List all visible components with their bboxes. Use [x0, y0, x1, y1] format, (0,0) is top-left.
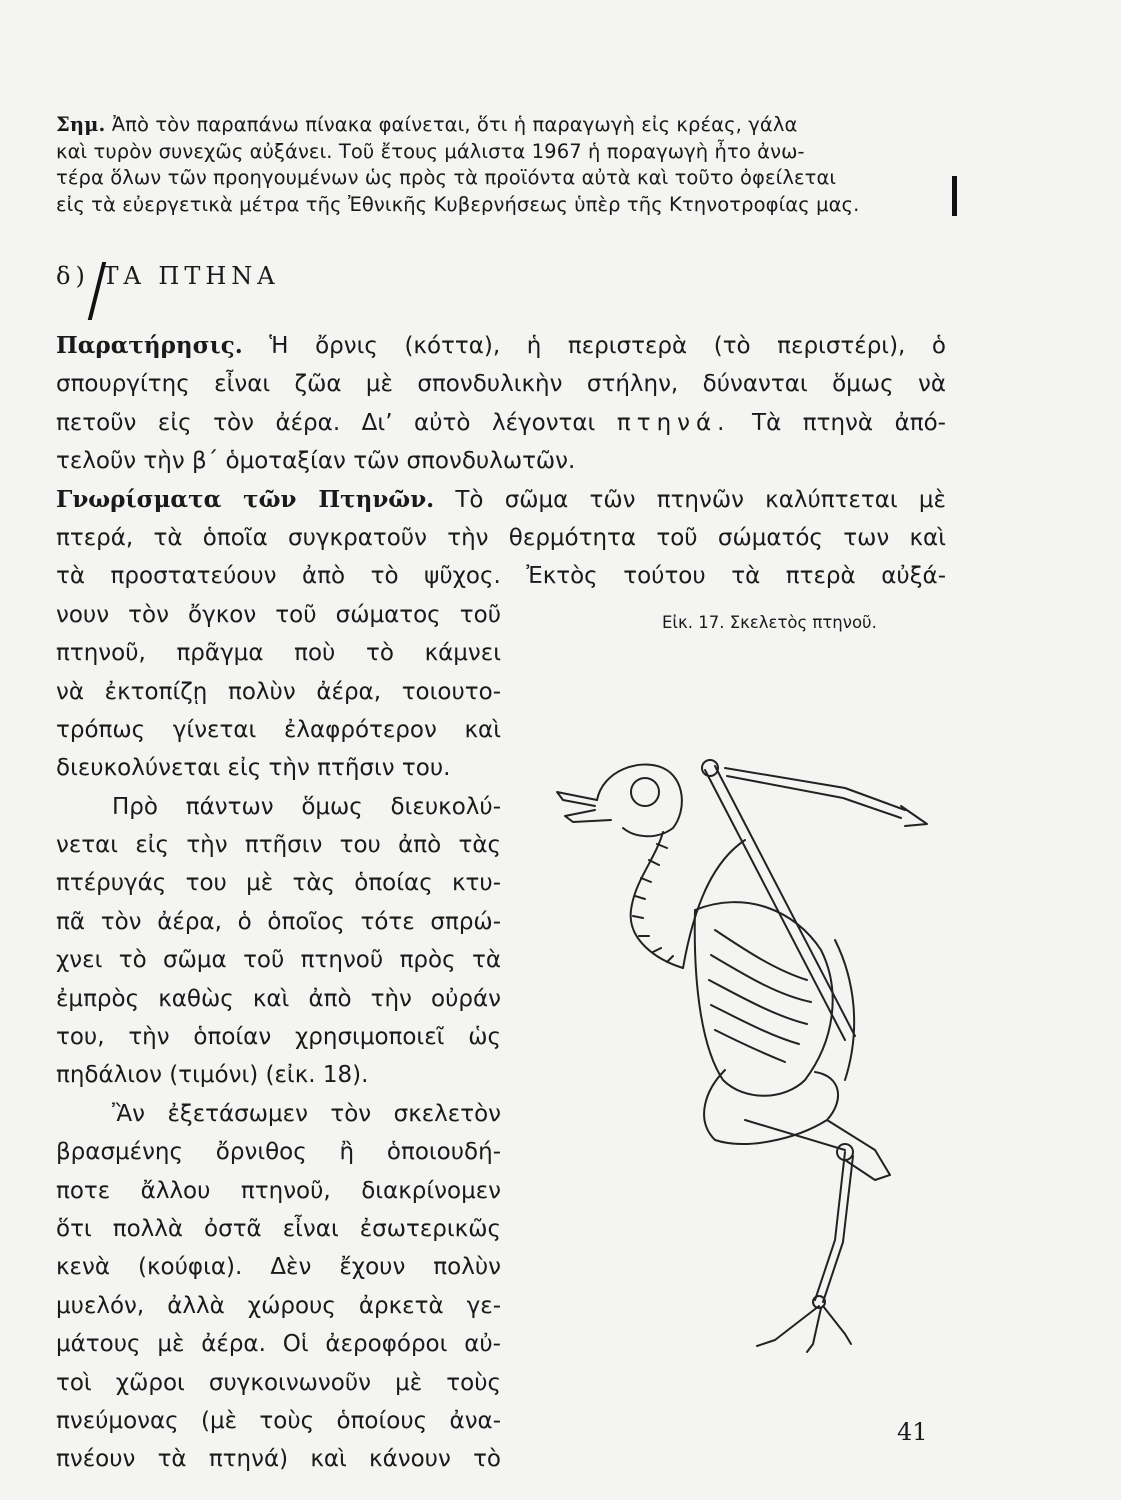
features-line-8: διευκολύνεται εἰς τὴν πτῆσιν του. — [56, 755, 451, 782]
skeleton-line-8: τοὶ χῶροι συγκοινωνοῦν μὲ τοὺς — [56, 1369, 501, 1396]
features-heading: Γνωρίσματα τῶν Πτηνῶν. — [56, 485, 435, 513]
wings-line-4: πᾶ τὸν ἀέρα, ὁ ὁποῖος τότε σπρώ- — [56, 908, 501, 935]
observation-line-2: σπουργίτης εἶναι ζῶα μὲ σπονδυλικὴν στήλην, δύνανται ὅμως νὰ — [56, 371, 946, 398]
ptina-spaced-word: πτηνά. — [616, 409, 731, 436]
skeleton-line-7: μάτους μὲ ἀέρα. Οἱ ἀεροφόροι αὐ- — [56, 1331, 501, 1358]
ribs — [709, 930, 811, 1062]
neck-spine — [631, 832, 683, 968]
features-line-3: τὰ προστατεύουν ἀπὸ τὸ ψῦχος. Ἐκτὸς τούτου τὰ πτερὰ αὐξά- — [56, 563, 946, 590]
front-toe — [757, 1306, 819, 1346]
tibia-2 — [823, 1156, 853, 1302]
skeleton-line-2: βρασμένης ὄρνιθος ἢ ὁποιουδή- — [56, 1139, 501, 1166]
skeleton-line-1: Ἂν ἐξετάσωμεν τὸν σκελετὸν — [112, 1100, 501, 1127]
note-paragraph — [56, 112, 956, 218]
note-line-2: καὶ τυρὸν συνεχῶς αὐξάνει. Τοῦ ἔτους μάλιστα 1967 ἡ ποραγωγὴ ἦτο ἀνω- — [56, 139, 805, 163]
sternum-keel — [835, 940, 854, 1080]
skeleton-line-9: πνεύμονας (μὲ τοὺς ὁποίους ἀνα- — [56, 1407, 501, 1434]
note-label: Σημ. — [56, 113, 106, 136]
eye-socket — [631, 778, 659, 806]
wings-line-2: νεται εἰς τὴν πτῆσιν του ἀπὸ τὰς — [56, 832, 501, 859]
wings-line-5: χνει τὸ σῶμα τοῦ πτηνοῦ πρὸς τὰ — [56, 947, 501, 974]
figure-caption: Εἰκ. 17. Σκελετὸς πτηνοῦ. — [662, 613, 877, 632]
features-line-4: νουν τὸν ὄγκον τοῦ σώματος τοῦ — [56, 601, 501, 628]
note-line-1: Σημ. Ἀπὸ τὸν παραπάνω πίνακα φαίνεται, ὅτι ἡ παραγωγὴ εἰς κρέας, γάλα — [56, 113, 798, 136]
neck-vertebrae — [633, 844, 673, 962]
skeleton-line-5: κενὰ (κούφια). Δὲν ἔχουν πολὺν — [56, 1254, 501, 1281]
femur — [745, 1120, 845, 1150]
wings-line-8: πηδάλιον (τιμόνι) (εἰκ. 18). — [56, 1062, 369, 1089]
wing-bone-a — [705, 770, 845, 1040]
skeleton-line-3: ποτε ἄλλου πτηνοῦ, διακρίνομεν — [56, 1177, 501, 1204]
features-line-1: Γνωρίσματα τῶν Πτηνῶν. Τὸ σῶμα τῶν πτηνῶν καλύπτεται μὲ — [56, 485, 946, 513]
wings-line-1: Πρὸ πάντων ὅμως διευκολύ- — [112, 793, 501, 820]
observation-line-4: τελοῦν τὴν β΄ ὁμοταξίαν τῶν σπονδυλωτῶν. — [56, 448, 576, 475]
observation-heading: Παρατήρησις. — [56, 332, 243, 359]
lower-beak — [565, 810, 611, 822]
note-line-3: τέρα ὅλων τῶν προηγουμένων ὡς πρὸς τὰ προϊόντα αὐτὰ καὶ τοῦτο ὀφείλεται — [56, 166, 837, 189]
features-line-5: πτηνοῦ, πρᾶγμα ποὺ τὸ κάμνει — [56, 640, 501, 667]
features-line-6: νὰ ἐκτοπίζῃ πολὺν ἀέρα, τοιουτο- — [56, 678, 501, 705]
wings-line-6: ἐμπρὸς καθὼς καὶ ἀπὸ τὴν οὐράν — [56, 985, 501, 1012]
wings-line-3: πτέρυγάς του μὲ τὰς ὁποίας κτυ- — [56, 870, 501, 897]
observation-line-1: Παρατήρησις. Ἡ ὄρνις (κόττα), ἡ περιστερὰ (τὸ περιστέρι), ὁ — [56, 332, 946, 359]
skeleton-line-4: ὅτι πολλὰ ὀστᾶ εἶναι ἐσωτερικῶς — [56, 1215, 501, 1242]
bird-skeleton-illustration — [545, 740, 965, 1360]
back-toe — [823, 1306, 851, 1344]
skeleton-line-6: μυελόν, ἀλλὰ χώρους ἀρκετὰ γε- — [56, 1292, 501, 1319]
note-line-4: εἰς τὰ εὐεργετικὰ μέτρα τῆς Ἐθνικῆς Κυβερνήσεως ὑπὲρ τῆς Κτηνοτροφίας μας. — [56, 192, 860, 216]
forearm-bone — [725, 768, 905, 810]
observation-line-3: πετοῦν εἰς τὸν ἀέρα. Δι’ αὐτὸ λέγονται πτηνά. Τὰ πτηνὰ ἀπό- — [56, 409, 946, 436]
skull-shape — [597, 765, 682, 837]
tibia — [815, 1152, 845, 1300]
wing-bone-b — [715, 766, 855, 1036]
page-number: 41 — [897, 1418, 928, 1446]
features-line-2: πτερά, τὰ ὁποῖα συγκρατοῦν τὴν θερμότητα τοῦ σώματός των καὶ — [56, 524, 946, 551]
section-title: δ) ΤΑ ΠΤΗΝΑ — [56, 262, 280, 290]
upper-beak — [557, 792, 597, 806]
wings-line-7: του, τὴν ὁποίαν χρησιμοποιεῖ ὡς — [56, 1024, 501, 1051]
wingtip — [901, 806, 927, 826]
features-line-7: τρόπως γίνεται ἐλαφρότερον καὶ — [56, 716, 501, 743]
skeleton-line-10: πνέουν τὰ πτηνά) καὶ κάνουν τὸ — [56, 1446, 501, 1473]
